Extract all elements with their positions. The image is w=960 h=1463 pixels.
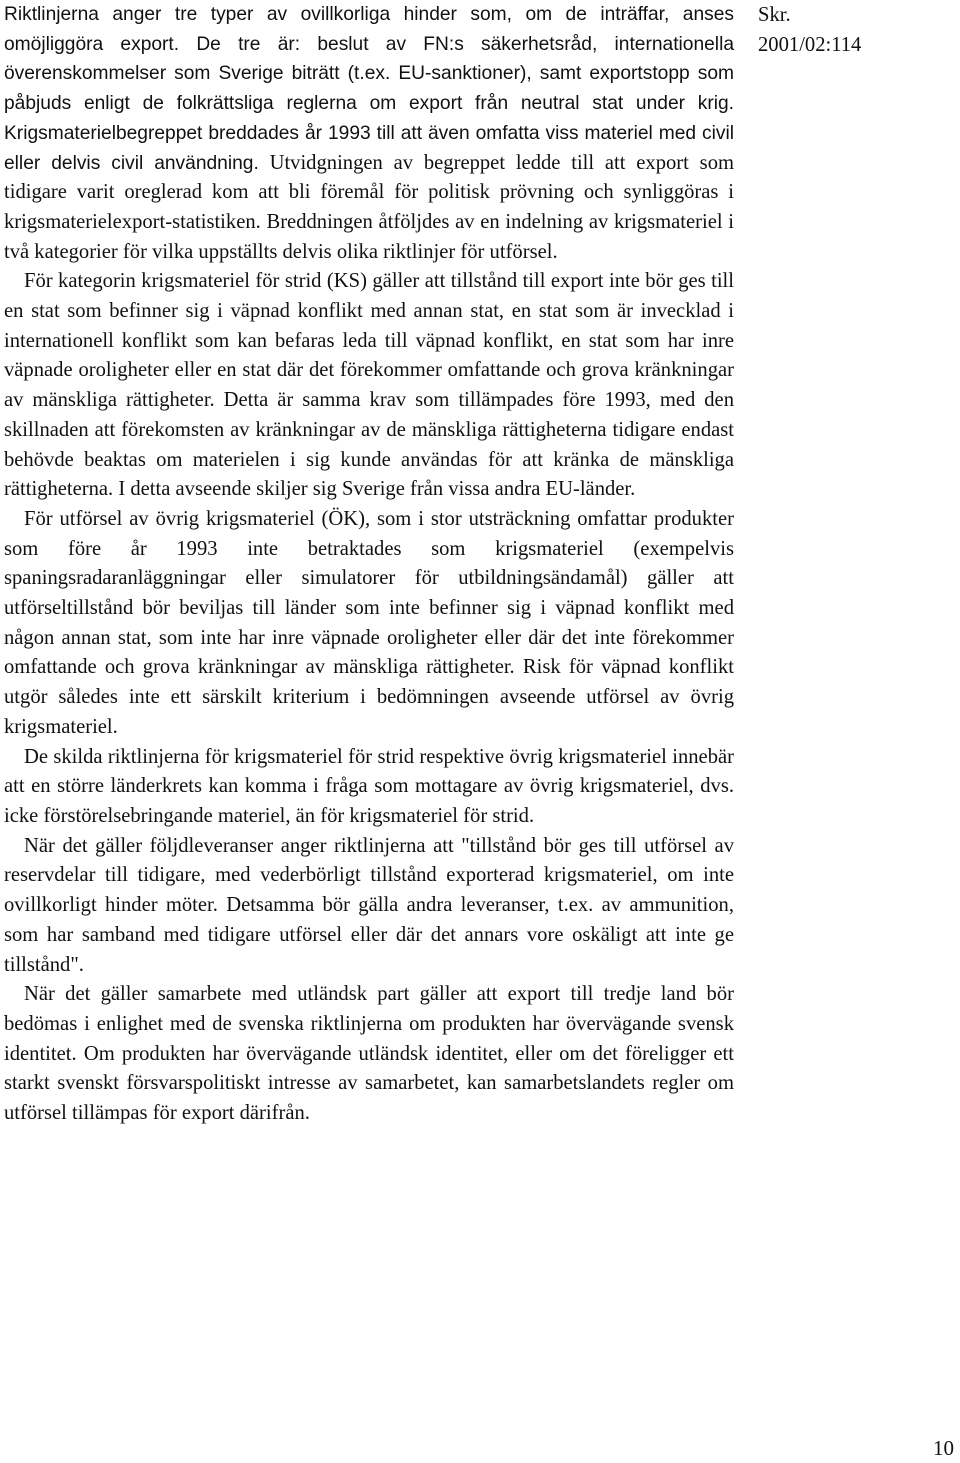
paragraph-skilda-riktlinjer: De skilda riktlinjerna för krigsmateriel för strid respektive övrig krigsmateriel innebär att en större länderkrets kan komma i fråga som mottagare av övrig krigsmateriel, dvs. icke förstörelsebringande materiel, än för krigsmateriel för strid. (4, 745, 734, 827)
paragraph-riktlinjer-serif-part: Utvidgningen av begreppet ledde till att export som tidigare varit oreglerad kom att bli föremål för politisk prövning och synliggöras i krigsmaterielexport-statistiken. Breddningen åtföljdes av en indelning av krigsmateriel i två kategorier för vilka uppställts delvis olika riktlinjer för utförsel. (4, 151, 735, 263)
paragraph-riktlinjer (4, 0, 734, 267)
paragraph-foljdleveranser: När det gäller följdleveranser anger riktlinjerna att "tillstånd bör ges till utförsel av reservdelar till tidigare, med vederbörligt tillstånd exporterad krigsmateriel, om inte ovillkorligt hinder möter. Detsamma bör gälla andra leveranser, t.ex. av ammunition, som har samband med tidigare utförsel eller där det annars vore oskäligt att inte ge tillstånd". (4, 834, 734, 976)
document-reference-series: Skr. (758, 4, 791, 26)
paragraph-samarbete: När det gäller samarbete med utländsk part gäller att export till tredje land bör bedömas i enlighet med de svenska riktlinjerna om produkten har övervägande svensk identitet. Om produkten har övervägande utländsk identitet, eller om det föreligger ett starkt svenskt försvarspolitiskt intresse av samarbetet, kan samarbetslandets regler om utförsel tillämpas för export därifrån. (4, 983, 734, 1125)
body-text-column (4, 0, 734, 1129)
paragraph-kategori-ks: För kategorin krigsmateriel för strid (KS) gäller att tillstånd till export inte bör ges till en stat som befinner sig i väpnad konflikt med annan stat, en stat som är invecklad i internationell konflikt som kan befaras leda till väpnad konflikt, en stat som har inre väpnade oroligheter eller en stat där det förekommer omfattande och grova kränkningar av mänskliga rättigheter. Detta är samma krav som tillämpades före 1993, med den skillnaden att förekomsten av kränkningar av de mänskliga rättigheterna tidigare endast behövde beaktas om materielen i sig kunde användas för att kränka de mänskliga rättigheterna. I detta avseende skiljer sig Sverige från vissa andra EU-länder. (4, 270, 734, 501)
document-reference (758, 0, 918, 60)
page-number: 10 (933, 1436, 954, 1460)
paragraph-kategori-ok: För utförsel av övrig krigsmateriel (ÖK), som i stor utsträckning omfattar produkter som före år 1993 inte betraktades som krigsmateriel (exempelvis spaningsradaranläggningar eller simulatorer för utbildningsändamål) gäller att utförseltillstånd bör beviljas till länder som inte befinner sig i väpnad konflikt med någon annan stat, som inte har inre väpnade oroligheter eller där det inte förekommer omfattande och grova kränkningar av mänskliga rättigheter. Risk för väpnad konflikt utgör således inte ett särskilt kriterium i bedömningen avseende utförsel av övrig krigsmateriel. (4, 507, 734, 738)
document-reference-number: 2001/02:114 (758, 34, 862, 56)
paragraph-riktlinjer-sans-part: Riktlinjerna anger tre typer av ovillkorliga hinder som, om de inträffar, anses omöjliggöra export. De tre är: beslut av FN:s säkerhetsråd, internationella överenskommelser som Sverige biträtt (t.ex. EU-sanktioner), samt exportstopp som påbjuds enligt de folkrättsliga reglerna om export från neutral stat under krig. Krigsmaterielbegreppet breddades år 1993 till att även omfatta viss materiel med civil eller delvis civil användning. (4, 4, 734, 174)
